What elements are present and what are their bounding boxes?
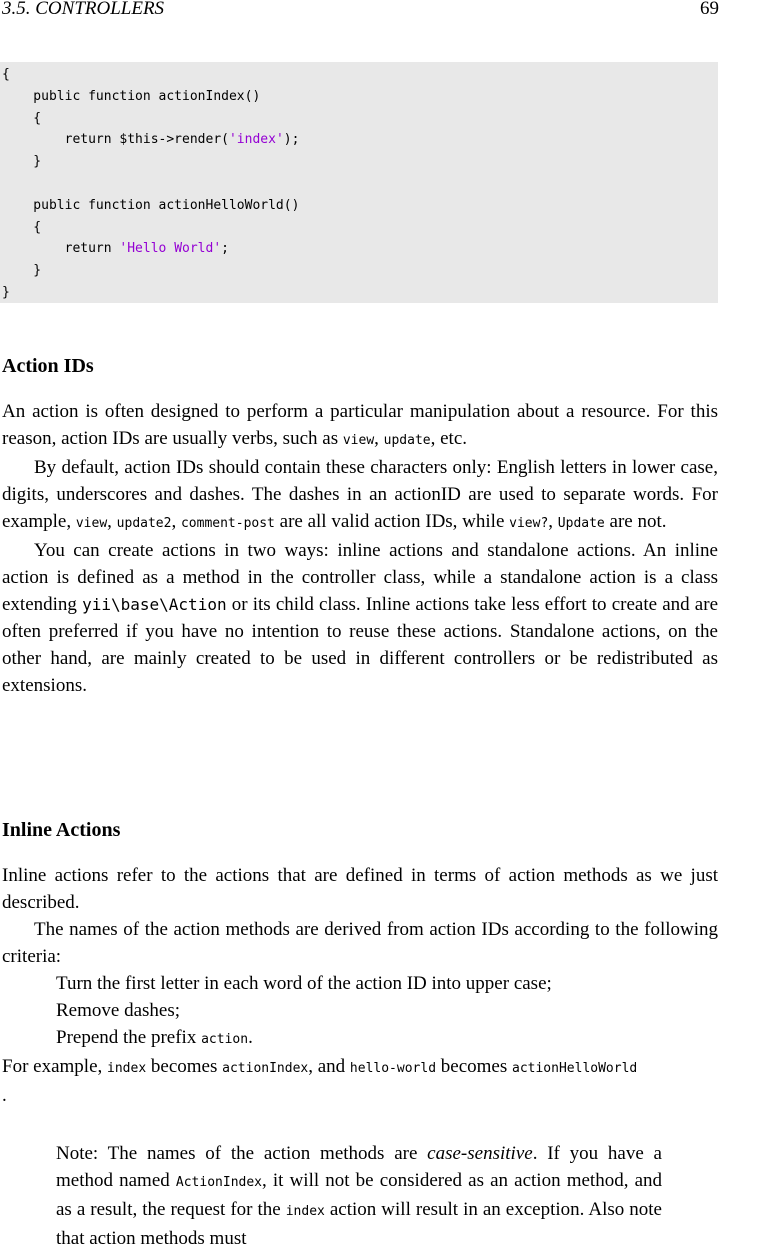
section-heading-inline-actions: Inline Actions [2,819,121,841]
list-item: Turn the first letter in each word of the action ID into upper case; [56,973,552,994]
code-line: public function actionHelloWorld() [2,197,300,213]
code-line: { [2,67,10,82]
code-fragment: ); [283,132,300,148]
list-item: Remove dashes; [56,1000,181,1021]
action-ids-body [2,398,718,699]
running-header [2,0,719,22]
note-box [56,1140,662,1252]
code-line: } [2,263,42,279]
note-text: Note: The names of the action methods are case-sensitive. If you have a method named ActionIndex, it will not be considered as an action method, and as a result, the request for the index action will result in an exception. Also note that action methods must [56,1143,663,1249]
code-fragment: ; [221,241,229,257]
class-link: yii\base\Action [82,595,227,614]
list-item: Prepend the prefix action. [56,1027,253,1048]
chapter-title: 3.5. CONTROLLERS [2,0,165,19]
code-line: return [2,241,120,257]
code-block [2,64,299,304]
paragraph: By default, action IDs should contain these characters only: English letters in lower case, digits, underscores and dashes. The dashes in an actionID are used to separate words. For example, view, update2, comment-post are all valid action IDs, while view?, Update are not. [2,457,718,532]
code-line: } [2,154,42,170]
code-line: public function actionIndex() [2,88,261,104]
code-line: } [2,284,10,300]
paragraph: An action is often designed to perform a particular manipulation about a resource. For this reason, action IDs are usually verbs, such as view, update, etc. [2,401,718,449]
paragraph: Inline actions refer to the actions that are defined in terms of action methods as we just described. [2,865,718,913]
paragraph: For example, index becomes actionIndex, and hello-world becomes actionHelloWorld [2,1056,638,1077]
section-heading-action-ids: Action IDs [2,355,94,377]
criteria-list [2,970,718,1053]
paragraph: The names of the action methods are derived from action IDs according to the following criteria: [2,919,718,967]
code-string: 'Hello World' [119,241,222,257]
code-line: { [2,110,42,126]
paragraph: You can create actions in two ways: inline actions and standalone actions. An inline action is defined as a method in the controller class, while a standalone action is a class extending yii\base\Action or its child class. Inline actions take less effort to create and are often preferred if you have no intention to reuse these actions. Standalone actions, on the other hand, are mainly created to be used in different controllers or be redistributed as extensions. [2,540,718,696]
paragraph: . [2,1085,7,1106]
code-line: return $this->render( [2,132,229,148]
code-line: { [2,219,42,235]
code-listing [0,62,718,303]
inline-actions-body [2,862,718,1109]
code-string: 'index' [228,132,284,148]
page-number: 69 [700,0,719,19]
